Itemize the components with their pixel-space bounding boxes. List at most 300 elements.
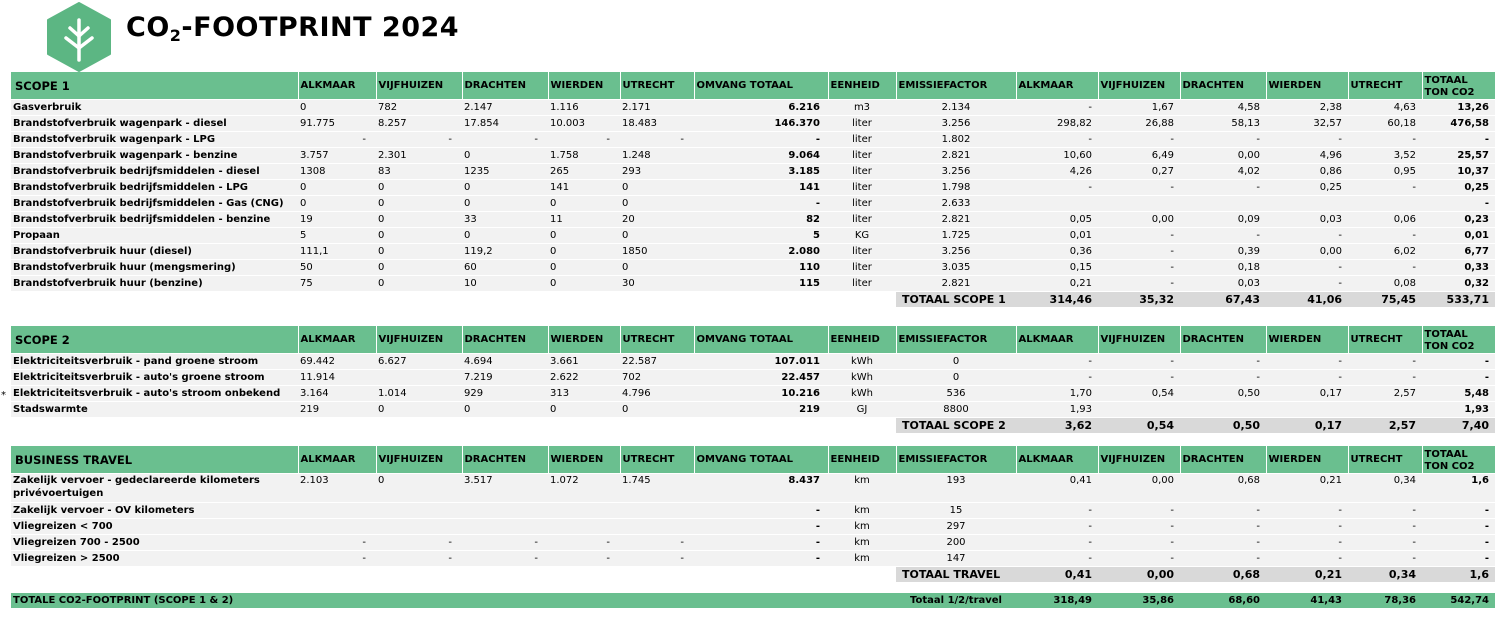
volume-total: - bbox=[694, 551, 828, 567]
column-header: ALKMAAR bbox=[298, 446, 376, 474]
spacer-cell bbox=[11, 567, 298, 583]
section-total-row bbox=[11, 567, 1495, 583]
row-label: Gasverbruik bbox=[11, 100, 298, 116]
emission-value: - bbox=[1098, 370, 1180, 386]
location-value: 0 bbox=[376, 228, 462, 244]
emission-total: 1,6 bbox=[1422, 474, 1495, 503]
location-value: 10.003 bbox=[548, 116, 620, 132]
page-title: $CO_2$-FOOTPRINT 2024 bbox=[126, 12, 460, 45]
location-value: 0 bbox=[620, 228, 694, 244]
location-value: 22.587 bbox=[620, 354, 694, 370]
column-header: EMISSIEFACTOR bbox=[896, 326, 1016, 354]
location-value: 0 bbox=[620, 180, 694, 196]
emission-value: 0,00 bbox=[1266, 244, 1348, 260]
column-header: DRACHTEN bbox=[462, 446, 548, 474]
spacer-cell bbox=[620, 567, 694, 583]
header-row bbox=[11, 326, 1495, 354]
section-total-value: 75,45 bbox=[1348, 292, 1422, 308]
column-header: EENHEID bbox=[828, 326, 896, 354]
emission-value: 0,21 bbox=[1266, 474, 1348, 503]
section-total-label: TOTAAL SCOPE 1 bbox=[896, 292, 1016, 308]
emission-factor: 193 bbox=[896, 474, 1016, 503]
emission-total: - bbox=[1422, 132, 1495, 148]
emission-value: - bbox=[1266, 503, 1348, 519]
emission-total: - bbox=[1422, 535, 1495, 551]
column-header: UTRECHT bbox=[1348, 446, 1422, 474]
row-label: Elektriciteitsverbruik - pand groene stroom bbox=[11, 354, 298, 370]
emission-value bbox=[1180, 196, 1266, 212]
emission-value: 26,88 bbox=[1098, 116, 1180, 132]
location-value: - bbox=[298, 132, 376, 148]
emission-value: - bbox=[1266, 551, 1348, 567]
volume-total: - bbox=[694, 535, 828, 551]
total-col-line1: TOTAAL bbox=[1424, 75, 1468, 86]
emission-total: - bbox=[1422, 551, 1495, 567]
location-value: 0 bbox=[548, 276, 620, 292]
unit: kWh bbox=[828, 386, 896, 402]
table-row bbox=[11, 260, 1495, 276]
emission-factor: 3.035 bbox=[896, 260, 1016, 276]
column-header: VIJFHUIZEN bbox=[376, 326, 462, 354]
column-header: WIERDEN bbox=[1266, 326, 1348, 354]
table-row bbox=[11, 180, 1495, 196]
section-total-value: 0,21 bbox=[1266, 567, 1348, 583]
emission-value: 0,06 bbox=[1348, 212, 1422, 228]
column-header: VIJFHUIZEN bbox=[1098, 72, 1180, 100]
location-value: 69.442 bbox=[298, 354, 376, 370]
table-row bbox=[11, 519, 1495, 535]
location-value: 3.757 bbox=[298, 148, 376, 164]
location-value: 20 bbox=[620, 212, 694, 228]
spacer-cell bbox=[694, 567, 828, 583]
emission-factor: 2.821 bbox=[896, 212, 1016, 228]
table-row bbox=[11, 116, 1495, 132]
row-label: Brandstofverbruik bedrijfsmiddelen - Gas (CNG) bbox=[11, 196, 298, 212]
location-value: 11.914 bbox=[298, 370, 376, 386]
spacer-cell bbox=[462, 292, 548, 308]
emission-value: - bbox=[1098, 519, 1180, 535]
volume-total: 146.370 bbox=[694, 116, 828, 132]
table-row bbox=[11, 503, 1495, 519]
table-row bbox=[11, 402, 1495, 418]
emission-factor: 297 bbox=[896, 519, 1016, 535]
location-value: 19 bbox=[298, 212, 376, 228]
emission-value: - bbox=[1180, 551, 1266, 567]
location-value: 3.517 bbox=[462, 474, 548, 503]
location-value: 0 bbox=[376, 276, 462, 292]
emission-value: - bbox=[1098, 132, 1180, 148]
grand-total-value: 318,49 bbox=[1016, 593, 1098, 609]
emission-factor: 1.798 bbox=[896, 180, 1016, 196]
emission-total: 10,37 bbox=[1422, 164, 1495, 180]
location-value: 0 bbox=[620, 196, 694, 212]
column-header: VIJFHUIZEN bbox=[376, 446, 462, 474]
section-total-value: 533,71 bbox=[1422, 292, 1495, 308]
emission-value: - bbox=[1348, 370, 1422, 386]
spacer-cell bbox=[11, 418, 298, 434]
emission-total: 13,26 bbox=[1422, 100, 1495, 116]
row-label: Vliegreizen < 700 bbox=[11, 519, 298, 535]
location-value: 6.627 bbox=[376, 354, 462, 370]
unit: km bbox=[828, 551, 896, 567]
row-label: Zakelijk vervoer - gedeclareerde kilometers privévoertuigen bbox=[11, 474, 298, 503]
location-value: - bbox=[620, 132, 694, 148]
location-value: 50 bbox=[298, 260, 376, 276]
column-header: WIERDEN bbox=[548, 446, 620, 474]
row-label: Brandstofverbruik huur (benzine) bbox=[11, 276, 298, 292]
emission-value: - bbox=[1266, 519, 1348, 535]
unit: km bbox=[828, 519, 896, 535]
emission-value: 0,25 bbox=[1266, 180, 1348, 196]
header-row bbox=[11, 446, 1495, 474]
grand-total-value: 41,43 bbox=[1266, 593, 1348, 609]
spacer-cell bbox=[298, 567, 376, 583]
column-header: WIERDEN bbox=[1266, 72, 1348, 100]
row-label: Brandstofverbruik bedrijfsmiddelen - benzine bbox=[11, 212, 298, 228]
emission-value bbox=[1266, 196, 1348, 212]
row-label: Vliegreizen > 2500 bbox=[11, 551, 298, 567]
grand-total-spacer bbox=[298, 593, 896, 609]
emission-value: - bbox=[1348, 180, 1422, 196]
location-value: - bbox=[462, 535, 548, 551]
emission-value: 1,70 bbox=[1016, 386, 1098, 402]
column-header: DRACHTEN bbox=[1180, 326, 1266, 354]
emission-total: 0,25 bbox=[1422, 180, 1495, 196]
emission-factor: 0 bbox=[896, 370, 1016, 386]
emission-value: - bbox=[1016, 503, 1098, 519]
location-value bbox=[376, 503, 462, 519]
emission-value: - bbox=[1180, 519, 1266, 535]
emission-value: 0,03 bbox=[1180, 276, 1266, 292]
section-total-value: 314,46 bbox=[1016, 292, 1098, 308]
column-header: UTRECHT bbox=[620, 326, 694, 354]
location-value: - bbox=[376, 551, 462, 567]
emission-total: 1,93 bbox=[1422, 402, 1495, 418]
column-header: WIERDEN bbox=[1266, 446, 1348, 474]
section-total-value: 2,57 bbox=[1348, 418, 1422, 434]
location-value: 929 bbox=[462, 386, 548, 402]
location-value: 0 bbox=[376, 402, 462, 418]
emission-value: 4,26 bbox=[1016, 164, 1098, 180]
column-header: OMVANG TOTAAL bbox=[694, 446, 828, 474]
company-logo bbox=[46, 2, 112, 72]
location-value: 702 bbox=[620, 370, 694, 386]
column-header: DRACHTEN bbox=[462, 72, 548, 100]
volume-total: 141 bbox=[694, 180, 828, 196]
location-value: 83 bbox=[376, 164, 462, 180]
column-header: WIERDEN bbox=[548, 72, 620, 100]
volume-total: - bbox=[694, 132, 828, 148]
emission-value: 4,58 bbox=[1180, 100, 1266, 116]
location-value bbox=[620, 503, 694, 519]
location-value bbox=[298, 503, 376, 519]
unit: liter bbox=[828, 180, 896, 196]
column-header: EMISSIEFACTOR bbox=[896, 72, 1016, 100]
emission-value: - bbox=[1098, 276, 1180, 292]
emission-value: 0,54 bbox=[1098, 386, 1180, 402]
spacer-cell bbox=[11, 292, 298, 308]
emission-value: 58,13 bbox=[1180, 116, 1266, 132]
location-value: 33 bbox=[462, 212, 548, 228]
volume-total: 10.216 bbox=[694, 386, 828, 402]
location-value: 1.248 bbox=[620, 148, 694, 164]
emission-total: 476,58 bbox=[1422, 116, 1495, 132]
location-value bbox=[620, 519, 694, 535]
location-value: 0 bbox=[376, 180, 462, 196]
emission-value: - bbox=[1180, 503, 1266, 519]
emission-value: 0,68 bbox=[1180, 474, 1266, 503]
location-value: - bbox=[620, 551, 694, 567]
location-value: 0 bbox=[620, 260, 694, 276]
location-value: - bbox=[376, 132, 462, 148]
row-label: Brandstofverbruik huur (diesel) bbox=[11, 244, 298, 260]
location-value bbox=[298, 519, 376, 535]
emission-factor: 0 bbox=[896, 354, 1016, 370]
location-value: 5 bbox=[298, 228, 376, 244]
emission-value: 0,41 bbox=[1016, 474, 1098, 503]
spacer-cell bbox=[694, 418, 828, 434]
emission-value bbox=[1016, 196, 1098, 212]
unit: km bbox=[828, 535, 896, 551]
volume-total: 115 bbox=[694, 276, 828, 292]
row-label: Zakelijk vervoer - OV kilometers bbox=[11, 503, 298, 519]
emission-value: 0,21 bbox=[1016, 276, 1098, 292]
location-value: 75 bbox=[298, 276, 376, 292]
emission-total: 25,57 bbox=[1422, 148, 1495, 164]
total-col-line1: TOTAAL bbox=[1424, 449, 1468, 460]
emission-value: 32,57 bbox=[1266, 116, 1348, 132]
emission-value: - bbox=[1098, 503, 1180, 519]
table-row bbox=[11, 212, 1495, 228]
location-value: 0 bbox=[462, 196, 548, 212]
volume-total: 9.064 bbox=[694, 148, 828, 164]
location-value: 0 bbox=[376, 212, 462, 228]
location-value: - bbox=[548, 535, 620, 551]
emission-value: 4,63 bbox=[1348, 100, 1422, 116]
unit: km bbox=[828, 474, 896, 503]
location-value: 1.014 bbox=[376, 386, 462, 402]
location-value: 4.796 bbox=[620, 386, 694, 402]
section-total-value: 0,68 bbox=[1180, 567, 1266, 583]
location-value: - bbox=[462, 132, 548, 148]
unit: liter bbox=[828, 276, 896, 292]
total-col-line2: TON CO2 bbox=[1424, 461, 1475, 472]
location-value: 0 bbox=[462, 148, 548, 164]
unit: KG bbox=[828, 228, 896, 244]
location-value: 2.103 bbox=[298, 474, 376, 503]
table-row bbox=[11, 244, 1495, 260]
table-row bbox=[11, 164, 1495, 180]
grand-total-table bbox=[11, 593, 1495, 609]
emission-value: 4,02 bbox=[1180, 164, 1266, 180]
location-value: 0 bbox=[548, 244, 620, 260]
location-value: 111,1 bbox=[298, 244, 376, 260]
emission-factor: 200 bbox=[896, 535, 1016, 551]
table-row bbox=[11, 132, 1495, 148]
emission-value: - bbox=[1266, 132, 1348, 148]
emission-total: 6,77 bbox=[1422, 244, 1495, 260]
spacer-cell bbox=[376, 292, 462, 308]
emission-factor: 536 bbox=[896, 386, 1016, 402]
section-title: SCOPE 2 bbox=[11, 326, 298, 354]
emission-value: - bbox=[1348, 354, 1422, 370]
location-value bbox=[376, 519, 462, 535]
emission-value: - bbox=[1348, 260, 1422, 276]
section-total-value: 0,50 bbox=[1180, 418, 1266, 434]
unit: liter bbox=[828, 260, 896, 276]
section-total-value: 41,06 bbox=[1266, 292, 1348, 308]
location-value: 293 bbox=[620, 164, 694, 180]
row-label: Stadswarmte bbox=[11, 402, 298, 418]
unit: GJ bbox=[828, 402, 896, 418]
location-value: 0 bbox=[298, 100, 376, 116]
column-header: EENHEID bbox=[828, 446, 896, 474]
row-label: Brandstofverbruik wagenpark - LPG bbox=[11, 132, 298, 148]
emission-value bbox=[1180, 402, 1266, 418]
column-header: EMISSIEFACTOR bbox=[896, 446, 1016, 474]
volume-total: 219 bbox=[694, 402, 828, 418]
section-total-value: 7,40 bbox=[1422, 418, 1495, 434]
emission-value: 0,18 bbox=[1180, 260, 1266, 276]
spacer-cell bbox=[828, 418, 896, 434]
emission-value: - bbox=[1098, 354, 1180, 370]
spacer-cell bbox=[548, 567, 620, 583]
location-value: - bbox=[298, 535, 376, 551]
column-header: VIJFHUIZEN bbox=[1098, 326, 1180, 354]
location-value: 30 bbox=[620, 276, 694, 292]
unit: liter bbox=[828, 196, 896, 212]
unit: kWh bbox=[828, 370, 896, 386]
location-value: - bbox=[298, 551, 376, 567]
table-row bbox=[11, 551, 1495, 567]
location-value: 0 bbox=[620, 402, 694, 418]
volume-total: - bbox=[694, 519, 828, 535]
volume-total: - bbox=[694, 196, 828, 212]
emission-value: 3,52 bbox=[1348, 148, 1422, 164]
location-value: 119,2 bbox=[462, 244, 548, 260]
row-label: Brandstofverbruik huur (mengsmering) bbox=[11, 260, 298, 276]
unit: km bbox=[828, 503, 896, 519]
emission-value: - bbox=[1098, 551, 1180, 567]
location-value: - bbox=[620, 535, 694, 551]
emission-factor: 3.256 bbox=[896, 164, 1016, 180]
location-value: 0 bbox=[376, 244, 462, 260]
unit: kWh bbox=[828, 354, 896, 370]
table-row bbox=[11, 228, 1495, 244]
column-header: WIERDEN bbox=[548, 326, 620, 354]
emission-value: 298,82 bbox=[1016, 116, 1098, 132]
section-title: BUSINESS TRAVEL bbox=[11, 446, 298, 474]
emission-factor: 3.256 bbox=[896, 244, 1016, 260]
emission-factor: 15 bbox=[896, 503, 1016, 519]
emission-value: 2,38 bbox=[1266, 100, 1348, 116]
location-value: 0 bbox=[376, 260, 462, 276]
emission-value: - bbox=[1348, 519, 1422, 535]
emission-value bbox=[1098, 402, 1180, 418]
volume-total: 3.185 bbox=[694, 164, 828, 180]
emission-factor: 2.134 bbox=[896, 100, 1016, 116]
emission-value: 0,08 bbox=[1348, 276, 1422, 292]
location-value: 0 bbox=[298, 196, 376, 212]
travel-table bbox=[11, 446, 1496, 583]
column-header: ALKMAAR bbox=[298, 326, 376, 354]
emission-value: - bbox=[1098, 244, 1180, 260]
unit: liter bbox=[828, 164, 896, 180]
column-header: ALKMAAR bbox=[298, 72, 376, 100]
location-value: - bbox=[548, 132, 620, 148]
location-value bbox=[548, 503, 620, 519]
unit: liter bbox=[828, 244, 896, 260]
table-row bbox=[11, 386, 1495, 402]
location-value: 60 bbox=[462, 260, 548, 276]
emission-total: - bbox=[1422, 519, 1495, 535]
row-label: Propaan bbox=[11, 228, 298, 244]
row-label: Brandstofverbruik bedrijfsmiddelen - diesel bbox=[11, 164, 298, 180]
row-label: Elektriciteitsverbruik - auto's groene stroom bbox=[11, 370, 298, 386]
spacer-cell bbox=[548, 418, 620, 434]
column-header-total bbox=[1422, 446, 1495, 474]
column-header: DRACHTEN bbox=[462, 326, 548, 354]
column-header: ALKMAAR bbox=[1016, 326, 1098, 354]
spacer-cell bbox=[462, 418, 548, 434]
location-value: - bbox=[462, 551, 548, 567]
unit: liter bbox=[828, 148, 896, 164]
location-value: 10 bbox=[462, 276, 548, 292]
emission-value: - bbox=[1016, 354, 1098, 370]
column-header-total bbox=[1422, 72, 1495, 100]
location-value: 0 bbox=[548, 402, 620, 418]
emission-value: - bbox=[1348, 228, 1422, 244]
emission-value: 0,36 bbox=[1016, 244, 1098, 260]
emission-value: - bbox=[1180, 535, 1266, 551]
emission-value: - bbox=[1098, 180, 1180, 196]
location-value: 0 bbox=[462, 402, 548, 418]
emission-value: - bbox=[1348, 551, 1422, 567]
emission-total: 0,01 bbox=[1422, 228, 1495, 244]
location-value: 1235 bbox=[462, 164, 548, 180]
total-col-line1: TOTAAL bbox=[1424, 329, 1468, 340]
emission-value: - bbox=[1266, 260, 1348, 276]
emission-value: - bbox=[1266, 354, 1348, 370]
emission-value: 0,09 bbox=[1180, 212, 1266, 228]
location-value: 0 bbox=[462, 228, 548, 244]
emission-value: - bbox=[1016, 370, 1098, 386]
table-row bbox=[11, 196, 1495, 212]
grand-total-sublabel: Totaal 1/2/travel bbox=[896, 593, 1016, 609]
table-row bbox=[11, 100, 1495, 116]
volume-total: 107.011 bbox=[694, 354, 828, 370]
column-header: UTRECHT bbox=[1348, 326, 1422, 354]
grand-total-value: 35,86 bbox=[1098, 593, 1180, 609]
emission-value: 0,03 bbox=[1266, 212, 1348, 228]
footnote-marker: * bbox=[1, 390, 6, 401]
emission-value: - bbox=[1180, 132, 1266, 148]
spacer-cell bbox=[548, 292, 620, 308]
unit: liter bbox=[828, 212, 896, 228]
location-value: 1.758 bbox=[548, 148, 620, 164]
location-value: - bbox=[376, 535, 462, 551]
section-total-value: 0,34 bbox=[1348, 567, 1422, 583]
emission-value: - bbox=[1098, 260, 1180, 276]
section-total-value: 1,6 bbox=[1422, 567, 1495, 583]
emission-factor: 3.256 bbox=[896, 116, 1016, 132]
total-col-line2: TON CO2 bbox=[1424, 87, 1475, 98]
emission-value bbox=[1266, 402, 1348, 418]
section-total-row bbox=[11, 418, 1495, 434]
emission-value: 0,50 bbox=[1180, 386, 1266, 402]
section-total-value: 3,62 bbox=[1016, 418, 1098, 434]
emission-total: - bbox=[1422, 503, 1495, 519]
